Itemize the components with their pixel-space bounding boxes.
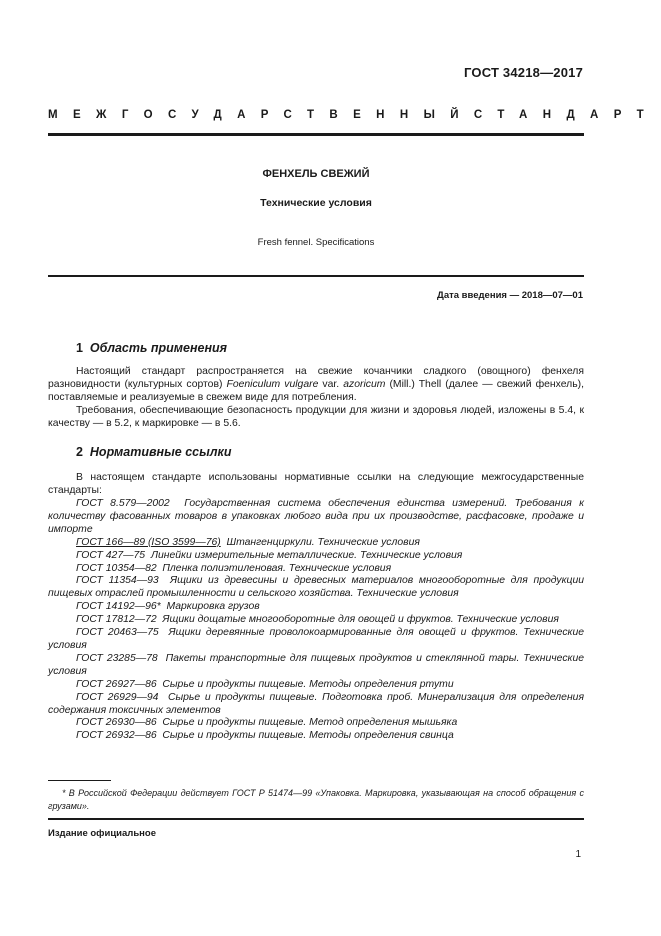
safety-paragraph: Требования, обеспечивающие безопасность продукции для жизни и здоровья людей, изложены в 5.4, к качеству — в 5.2, к маркировке — в 5.6. — [48, 404, 584, 429]
reference-item: ГОСТ 17812—72 Ящики дощатые многооборотные для овощей и фруктов. Технические условия — [76, 614, 559, 626]
footer-rule — [48, 818, 584, 820]
reference-item: ГОСТ 166—89 (ISO 3599—76) Штангенциркули. Технические условия — [76, 536, 420, 548]
reference-item: ГОСТ 20463—75 Ящики деревянные проволокоармированные для овощей и фруктов. Технические условия — [48, 627, 584, 651]
page-number: 1 — [575, 849, 581, 860]
section-2-intro: В настоящем стандарте использованы нормативные ссылки на следующие межгосударственные стандарты: — [48, 472, 584, 496]
reference-item: ГОСТ 14192—96* Маркировка грузов — [76, 601, 260, 613]
reference-item: ГОСТ 26930—86 Сырье и продукты пищевые. Метод определения мышьяка — [76, 717, 458, 729]
interstate-standard-heading — [48, 109, 660, 121]
section-2-number: 2 — [76, 445, 83, 459]
scope-paragraph: Настоящий стандарт распространяется на свежие кочанчики сладкого (овощного) фенхеля разновидности (культурных сортов) Foeniculum vulgare var. azoricum (Mill.) Thell (далее — свежий фенхель), поставляемые и реализуемые в свежем виде для потребления. — [48, 366, 584, 403]
reference-item: ГОСТ 26927—86 Сырье и продукты пищевые. Методы определения ртути — [76, 678, 454, 690]
references-list — [48, 498, 584, 743]
document-subtitle: Технические условия — [260, 197, 372, 209]
reference-item: ГОСТ 8.579—2002 Государственная система обеспечения единства измерений. Требования к количеству фасованных товаров в упаковках любого вида при их производстве, расфасовке, продаже и импорте — [48, 498, 584, 535]
english-title: Fresh fennel. Specifications — [257, 237, 375, 248]
interstate-word: МЕЖГОСУДАРСТВЕННЫЙ — [48, 109, 474, 121]
section-1-number: 1 — [76, 341, 83, 355]
reference-item: ГОСТ 427—75 Линейки измерительные металлические. Технические условия — [76, 549, 463, 561]
reference-item: ГОСТ 26932—86 Сырье и продукты пищевые. Методы определения свинца — [76, 730, 454, 742]
footnote: * В Российской Федерации действует ГОСТ Р 51474—99 «Упаковка. Маркировка, указывающая на способ обращения с грузами». — [48, 788, 584, 811]
reference-item: ГОСТ 10354—82 Пленка полиэтиленовая. Технические условия — [76, 562, 392, 574]
official-edition-label: Издание официальное — [48, 828, 156, 839]
section-1-title: Область применения — [89, 341, 228, 355]
reference-item: ГОСТ 23285—78 Пакеты транспортные для пищевых продуктов и стеклянной тары. Технические условия — [48, 652, 584, 677]
title-rule — [48, 275, 584, 277]
header-rule — [48, 133, 584, 136]
reference-item: ГОСТ 11354—93 Ящики из древесины и древесных материалов многооборотные для продукции пищевых отраслей промышленности и сельского хозяйства. Технические условия — [48, 575, 585, 600]
reference-item: ГОСТ 26929—94 Сырье и продукты пищевые. Подготовка проб. Минерализация для определения содержания токсичных элементов — [48, 691, 584, 716]
section-1-heading — [76, 341, 227, 355]
footnote-rule — [48, 780, 111, 781]
document-number: ГОСТ 34218—2017 — [464, 65, 583, 80]
introduction-date: Дата введения — 2018—07—01 — [437, 290, 583, 301]
section-2-heading — [76, 445, 232, 459]
section-1-body — [48, 366, 584, 431]
document-title: ФЕНХЕЛЬ СВЕЖИЙ — [262, 168, 370, 180]
standard-word: СТАНДАРТ — [473, 109, 660, 121]
section-2-title: Нормативные ссылки — [89, 445, 232, 459]
